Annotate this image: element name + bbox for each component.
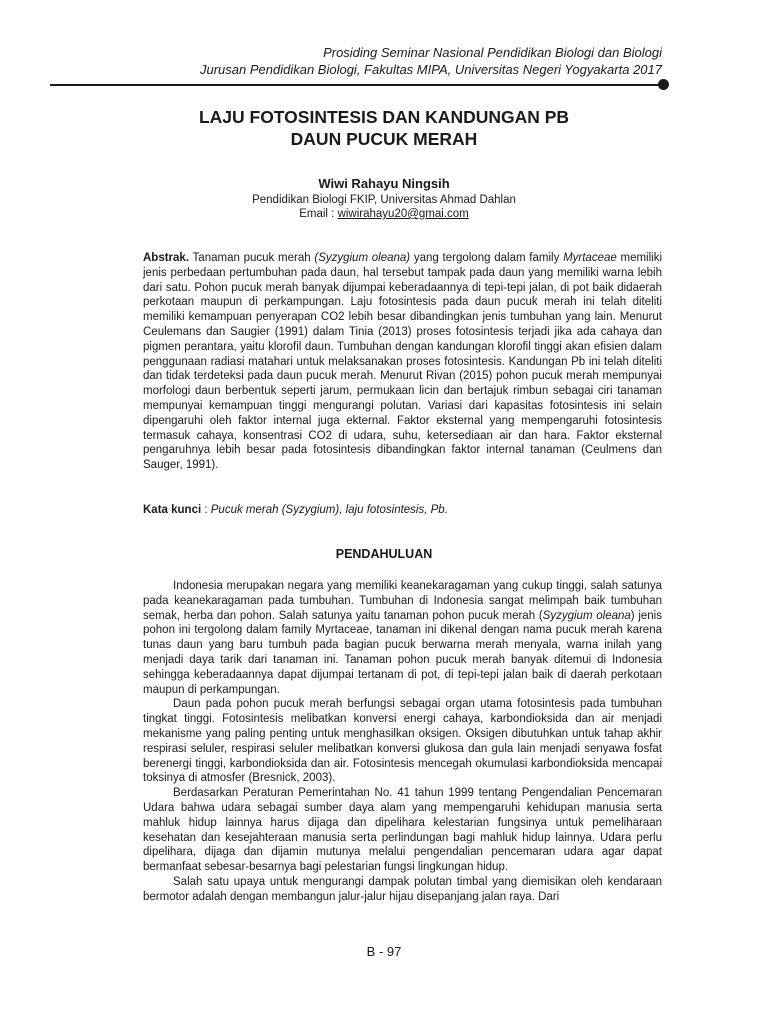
paragraph-1-text-a: Indonesia merupakan negara yang memiliki keanekaragaman yang cukup tinggi, salah satunya pada keanekaragaman pada tumbuhan. Tumbuhan di Indonesia sangat melimpah baik tumbuhan semak, herba dan pohon. Salah satunya yaitu tanaman pohon pucuk merah ( — [143, 580, 662, 622]
header-line-2: Jurusan Pendidikan Biologi, Fakultas MIPA, Universitas Negeri Yogyakarta 2017 — [200, 62, 662, 77]
abstract-text-1: Tanaman pucuk merah — [189, 252, 315, 264]
abstract-text-2: yang tergolong dalam family — [410, 252, 564, 264]
email-line — [0, 207, 768, 221]
paragraph-1 — [143, 579, 662, 697]
header-rule — [50, 84, 660, 86]
keywords — [143, 504, 662, 516]
author-affiliation-block — [0, 193, 768, 221]
header-rule-dot — [658, 79, 669, 90]
keywords-text: Pucuk merah (Syzygium), laju fotosintesis, Pb. — [210, 504, 448, 516]
keywords-separator: : — [201, 504, 211, 516]
page-number: B - 97 — [366, 944, 402, 959]
running-header — [200, 44, 662, 78]
paragraph-1-text-b: ) jenis pohon ini tergolong dalam family Myrtaceae, tanaman ini dikenal dengan nama pucuk merah karena tunas daun yang baru tumbuh pada bagian pucuk berwarna merah menyala, warna inilah yang menjadi daya tarik dari tanaman ini. Tanaman pohon pucuk merah banyak ditemui di Indonesia sehingga keberadaannya dapat dijumpai tertanam di pot, di tepi-tepi jalan baik di daerah perkotaan maupun di perkampungan. — [143, 609, 662, 696]
email-link[interactable]: wiwirahayu20@gmai.com — [337, 208, 469, 220]
abstract-family: Myrtaceae — [563, 252, 617, 264]
paragraph-4: Salah satu upaya untuk mengurangi dampak polutan timbal yang diemisikan oleh kendaraan bermotor adalah dengan membangun jalur-jalur hijau disepanjang jalan raya. Dari — [143, 875, 662, 903]
affiliation: Pendidikan Biologi FKIP, Universitas Ahmad Dahlan — [252, 194, 516, 206]
email-label: Email : — [299, 208, 338, 220]
title-line-1: LAJU FOTOSINTESIS DAN KANDUNGAN PB — [198, 107, 570, 127]
abstract-text-3: memiliki jenis perbedaan pertumbuhan pada daun, hal tersebut tampak pada daun yang memiliki warna lebih dari satu. Pohon pucuk merah banyak dijumpai keberadaannya di tepi-tepi jalan, di pot baik didaerah perkotaan maupun di perkampungan. Laju fotosintesis pada daun pucuk merah ini telah diteliti memiliki kemampuan penyerapan CO2 lebih besar dibandingkan jenis tumbuhan yang lain. Menurut Ceulemans dan Saugier (1991) dalam Tinia (2013) proses fotosintesis terjadi jika ada cahaya dan pigmen perantara, yaitu klorofil daun. Tumbuhan dengan kandungan klorofil tinggi akan efisien dalam penggunaan radiasi matahari untuk melaksanakan proses fotosintesis. Kandungan Pb ini telah diteliti dan tidak terdeteksi pada daun pucuk merah. Menurut Rivan (2015) pohon pucuk merah mempunyai morfologi daun berbentuk seperti jarum, permukaan licin dan bertajuk rimbun sebagai ciri tanaman mempunyai kemampuan tinggi mengurangi polutan. Variasi dari kapasitas fotosintesis ini selain dipengaruhi oleh faktor internal juga ekternal. Faktor eksternal yang mempengaruhi fotosintesis termasuk cahaya, konsentrasi CO2 di udara, suhu, ketersediaan air dan hara. Faktor eksternal pengaruhnya lebih besar pada fotosintesis dibandingkan faktor internal tanaman (Ceulmens dan Sauger, 1991). — [143, 252, 663, 472]
title-line-2: DAUN PUCUK MERAH — [290, 129, 478, 149]
paragraph-1-species: Syzygium oleana — [542, 609, 631, 622]
paper-title — [0, 106, 768, 150]
author-name: Wiwi Rahayu Ningsih — [318, 176, 450, 191]
abstract — [143, 251, 662, 473]
section-heading: PENDAHULUAN — [335, 547, 433, 561]
abstract-label: Abstrak. — [143, 252, 190, 264]
body-text — [143, 579, 662, 905]
paragraph-2: Daun pada pohon pucuk merah berfungsi sebagai organ utama fotosintesis pada tumbuhan tingkat tinggi. Fotosintesis melibatkan konversi energi cahaya, karbondioksida dan air menjadi mekanisme yang paling penting untuk menghasilkan oksigen. Oksigen dibutuhkan untuk tahap akhir respirasi seluler, respirasi seluler melibatkan konversi glukosa dan gula lain menjadi senyawa fosfat berenergi tinggi, karbondioksida dan air. Fotosintesis mencegah okumulasi karbondioksida mencapai toksinya di atmosfer (Bresnick, 2003). — [143, 698, 662, 785]
keywords-label: Kata kunci — [143, 504, 202, 516]
abstract-species: (Syzygium oleana) — [314, 252, 411, 264]
paragraph-3: Berdasarkan Peraturan Pemerintahan No. 41 tahun 1999 tentang Pengendalian Pencemaran Udara bahwa udara sebagai sumber daya alam yang mempengaruhi kehidupan manusia serta mahluk hidup lainnya harus dijaga dan dipelihara kelestarian fungsinya untuk pemeliharaan kesehatan dan kesejahteraan manusia serta perlindungan bagi mahluk hidup lainnya. Udara perlu dipelihara, dijaga dan dijamin mutunya melalui pengendalian pencemaran udara agar dapat bermanfaat sebesar-besarnya bagi pelestarian fungsi lingkungan hidup. — [143, 787, 662, 874]
header-line-1: Prosiding Seminar Nasional Pendidikan Biologi dan Biologi — [323, 45, 662, 60]
